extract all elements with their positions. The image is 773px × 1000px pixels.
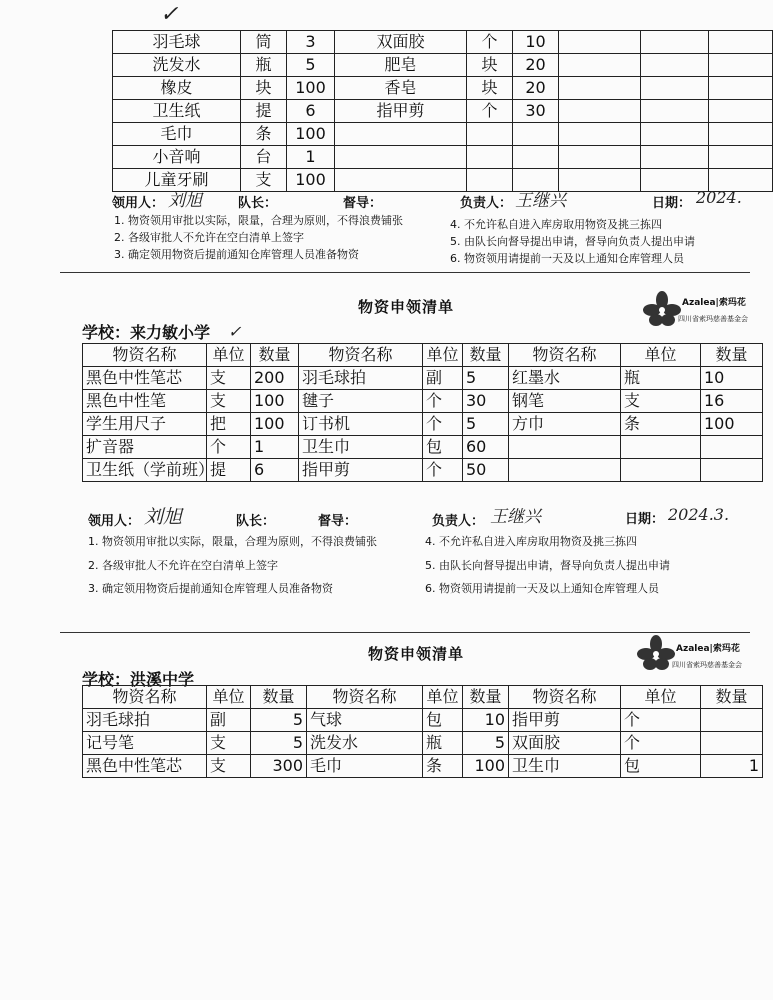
table-cell: 羽毛球拍 — [83, 709, 207, 732]
table-cell — [513, 146, 559, 169]
s2-school-label: 学校：来力敏小学 — [82, 323, 211, 342]
table-row — [83, 709, 763, 732]
table-cell: 50 — [463, 459, 509, 482]
table-cell: 包 — [423, 436, 463, 459]
table-cell: 方巾 — [509, 413, 621, 436]
table-row — [83, 367, 763, 390]
s1-date-value: 2024. — [696, 188, 742, 207]
table-cell — [641, 54, 709, 77]
table-cell: 个 — [423, 413, 463, 436]
column-header: 单位 — [621, 686, 701, 709]
s3-logo — [636, 634, 756, 678]
column-header: 数量 — [701, 686, 763, 709]
table-cell: 提 — [207, 459, 251, 482]
column-header: 单位 — [207, 686, 251, 709]
table-cell — [641, 100, 709, 123]
table-cell — [335, 146, 467, 169]
table-cell: 黑色中性笔芯 — [83, 755, 207, 778]
table-row — [113, 100, 773, 123]
s2-note-5: 5. 由队长向督导提出申请，督导向负责人提出申请 — [425, 559, 670, 572]
table-cell — [335, 169, 467, 192]
column-header: 物资名称 — [509, 686, 621, 709]
table-cell: 毛巾 — [113, 123, 241, 146]
table-cell: 10 — [513, 31, 559, 54]
s2-logo-brand: Azalea|索玛花 — [682, 298, 746, 308]
table-cell: 5 — [251, 732, 307, 755]
table-cell: 小音响 — [113, 146, 241, 169]
table-cell: 个 — [467, 31, 513, 54]
s3-table — [82, 685, 763, 778]
table-cell — [641, 123, 709, 146]
table-cell: 30 — [463, 390, 509, 413]
column-header: 单位 — [423, 686, 463, 709]
table-cell: 双面胶 — [509, 732, 621, 755]
table-cell: 支 — [241, 169, 287, 192]
table-cell — [701, 709, 763, 732]
table-header-row — [83, 686, 763, 709]
s1-receiver-label: 领用人： — [112, 196, 165, 211]
column-header: 数量 — [701, 344, 763, 367]
table-row — [83, 732, 763, 755]
s2-table — [82, 343, 763, 482]
table-cell: 羽毛球 — [113, 31, 241, 54]
s1-responsible-signature: 王继兴 — [515, 191, 566, 211]
table-cell: 100 — [701, 413, 763, 436]
table-cell — [513, 123, 559, 146]
table-cell: 20 — [513, 54, 559, 77]
table-cell — [559, 77, 641, 100]
table-cell: 1 — [251, 436, 299, 459]
s3-school-label: 学校：洪溪中学 — [82, 670, 195, 689]
table-cell — [467, 123, 513, 146]
table-row — [83, 413, 763, 436]
table-cell: 卫生纸（学前班） — [83, 459, 207, 482]
table-cell: 毽子 — [299, 390, 423, 413]
table-cell: 记号笔 — [83, 732, 207, 755]
table-cell: 6 — [287, 100, 335, 123]
table-cell: 羽毛球拍 — [299, 367, 423, 390]
table-cell — [709, 100, 773, 123]
table-cell: 100 — [463, 755, 509, 778]
table-cell — [641, 31, 709, 54]
column-header: 数量 — [251, 686, 307, 709]
table-cell: 香皂 — [335, 77, 467, 100]
table-cell: 儿童牙刷 — [113, 169, 241, 192]
s2-logo-sub: 四川省索玛慈善基金会 — [678, 315, 748, 323]
table-cell: 提 — [241, 100, 287, 123]
table-cell: 5 — [463, 413, 509, 436]
table-cell: 钢笔 — [509, 390, 621, 413]
table-cell: 指甲剪 — [299, 459, 423, 482]
table-cell: 60 — [463, 436, 509, 459]
table-cell: 3 — [287, 31, 335, 54]
table-cell: 肥皂 — [335, 54, 467, 77]
divider-1 — [60, 272, 750, 273]
table-cell: 5 — [251, 709, 307, 732]
table-cell: 5 — [287, 54, 335, 77]
table-cell: 毛巾 — [307, 755, 423, 778]
table-row — [113, 31, 773, 54]
table-cell: 支 — [207, 732, 251, 755]
column-header: 物资名称 — [83, 344, 207, 367]
table-cell: 块 — [241, 77, 287, 100]
table-cell: 筒 — [241, 31, 287, 54]
table-cell — [559, 146, 641, 169]
table-cell: 瓶 — [423, 732, 463, 755]
table-row — [83, 436, 763, 459]
table-cell: 黑色中性笔 — [83, 390, 207, 413]
column-header: 物资名称 — [509, 344, 621, 367]
table-cell: 卫生纸 — [113, 100, 241, 123]
s1-receiver-signature: 刘旭 — [168, 191, 202, 211]
table-cell: 300 — [251, 755, 307, 778]
table-cell: 气球 — [307, 709, 423, 732]
table-cell: 5 — [463, 732, 509, 755]
table-cell: 橡皮 — [113, 77, 241, 100]
check-mark: ✓ — [160, 2, 179, 27]
table-cell: 块 — [467, 77, 513, 100]
column-header: 物资名称 — [299, 344, 423, 367]
table-cell: 洗发水 — [113, 54, 241, 77]
s2-note-1: 1. 物资领用审批以实际，限量，合理为原则，不得浪费铺张 — [88, 535, 377, 548]
s2-receiver-label: 领用人： — [88, 514, 141, 529]
table-cell — [709, 54, 773, 77]
table-cell — [621, 436, 701, 459]
table-cell: 把 — [207, 413, 251, 436]
table-cell: 学生用尺子 — [83, 413, 207, 436]
table-row — [113, 123, 773, 146]
table-cell: 支 — [621, 390, 701, 413]
table-cell: 订书机 — [299, 413, 423, 436]
table-cell — [467, 169, 513, 192]
table-cell — [559, 169, 641, 192]
s1-note-4: 4. 不允许私自进入库房取用物资及挑三拣四 — [450, 218, 662, 231]
s1-leader-label: 队长： — [238, 196, 278, 211]
s2-note-4: 4. 不允许私自进入库房取用物资及挑三拣四 — [425, 535, 637, 548]
table-cell — [709, 31, 773, 54]
table-cell: 双面胶 — [335, 31, 467, 54]
s2-title: 物资申领清单 — [358, 298, 455, 316]
column-header: 物资名称 — [307, 686, 423, 709]
s2-note-6: 6. 物资领用请提前一天及以上通知仓库管理人员 — [425, 582, 659, 595]
s1-responsible-label: 负责人： — [460, 196, 513, 211]
column-header: 物资名称 — [83, 686, 207, 709]
table-header-row — [83, 344, 763, 367]
s2-responsible-label: 负责人： — [432, 514, 485, 529]
table-cell: 支 — [207, 367, 251, 390]
table-cell: 个 — [467, 100, 513, 123]
table-cell: 黑色中性笔芯 — [83, 367, 207, 390]
table-cell: 支 — [207, 755, 251, 778]
table-cell — [559, 100, 641, 123]
table-cell — [701, 459, 763, 482]
table-cell: 100 — [287, 123, 335, 146]
s2-responsible-signature: 王继兴 — [490, 507, 541, 527]
table-cell: 扩音器 — [83, 436, 207, 459]
table-cell — [701, 732, 763, 755]
column-header: 单位 — [621, 344, 701, 367]
table-cell: 指甲剪 — [335, 100, 467, 123]
table-cell: 6 — [251, 459, 299, 482]
table-cell — [467, 146, 513, 169]
table-row — [113, 146, 773, 169]
azalea-flower-icon — [642, 290, 682, 330]
s1-note-2: 2. 各级审批人不允许在空白清单上签字 — [114, 231, 304, 244]
table-cell — [641, 146, 709, 169]
s3-title: 物资申领清单 — [368, 645, 465, 663]
s2-check-mark: ✓ — [228, 322, 242, 341]
s2-date-value: 2024.3. — [668, 505, 730, 524]
s2-supervisor-label: 督导： — [318, 514, 358, 529]
s1-note-3: 3. 确定领用物资后提前通知仓库管理人员准备物资 — [114, 248, 359, 261]
table-cell: 卫生巾 — [299, 436, 423, 459]
table-cell — [709, 146, 773, 169]
table-cell: 10 — [463, 709, 509, 732]
s2-receiver-signature: 刘旭 — [144, 506, 183, 528]
table-cell: 瓶 — [621, 367, 701, 390]
table-cell: 条 — [423, 755, 463, 778]
table-cell — [709, 123, 773, 146]
table-cell: 条 — [241, 123, 287, 146]
table-cell — [559, 123, 641, 146]
table-cell: 200 — [251, 367, 299, 390]
divider-2 — [60, 632, 750, 633]
column-header: 数量 — [463, 686, 509, 709]
table-cell — [701, 436, 763, 459]
table-cell: 20 — [513, 77, 559, 100]
table-cell — [709, 77, 773, 100]
table-cell: 30 — [513, 100, 559, 123]
table-row — [113, 169, 773, 192]
column-header: 数量 — [251, 344, 299, 367]
table-cell: 指甲剪 — [509, 709, 621, 732]
s1-date-label: 日期： — [652, 196, 692, 211]
table-row — [83, 390, 763, 413]
table-cell: 100 — [287, 169, 335, 192]
table-cell: 1 — [287, 146, 335, 169]
table-cell — [509, 459, 621, 482]
s3-logo-brand: Azalea|索玛花 — [676, 644, 740, 654]
table-cell: 个 — [621, 732, 701, 755]
s2-leader-label: 队长： — [236, 514, 276, 529]
s2-date-label: 日期： — [625, 512, 665, 527]
table-cell: 支 — [207, 390, 251, 413]
table-cell: 个 — [423, 390, 463, 413]
table-cell — [559, 54, 641, 77]
table-cell — [621, 459, 701, 482]
table-cell — [509, 436, 621, 459]
table-cell: 包 — [423, 709, 463, 732]
table-row — [83, 459, 763, 482]
column-header: 单位 — [423, 344, 463, 367]
table-row — [113, 77, 773, 100]
table-cell: 100 — [251, 390, 299, 413]
table-cell — [559, 31, 641, 54]
table-cell: 副 — [423, 367, 463, 390]
table-cell: 洗发水 — [307, 732, 423, 755]
azalea-flower-icon — [636, 634, 676, 674]
table-cell: 10 — [701, 367, 763, 390]
table-cell: 100 — [287, 77, 335, 100]
s2-note-2: 2. 各级审批人不允许在空白清单上签字 — [88, 559, 278, 572]
table-cell: 副 — [207, 709, 251, 732]
table-cell: 5 — [463, 367, 509, 390]
table-cell: 个 — [423, 459, 463, 482]
s1-note-1: 1. 物资领用审批以实际，限量，合理为原则，不得浪费铺张 — [114, 214, 403, 227]
table-cell: 块 — [467, 54, 513, 77]
column-header: 单位 — [207, 344, 251, 367]
table-cell: 瓶 — [241, 54, 287, 77]
table-cell: 100 — [251, 413, 299, 436]
column-header: 数量 — [463, 344, 509, 367]
table-cell: 台 — [241, 146, 287, 169]
table-cell: 红墨水 — [509, 367, 621, 390]
table-cell: 个 — [621, 709, 701, 732]
table-cell — [641, 77, 709, 100]
table-cell: 1 — [701, 755, 763, 778]
s3-logo-sub: 四川省索玛慈善基金会 — [672, 661, 742, 669]
s1-supervisor-label: 督导： — [343, 196, 383, 211]
s2-logo — [642, 290, 762, 334]
section1-table — [112, 30, 773, 192]
table-cell: 个 — [207, 436, 251, 459]
table-cell: 条 — [621, 413, 701, 436]
s1-note-5: 5. 由队长向督导提出申请，督导向负责人提出申请 — [450, 235, 695, 248]
s2-note-3: 3. 确定领用物资后提前通知仓库管理人员准备物资 — [88, 582, 333, 595]
table-cell: 包 — [621, 755, 701, 778]
table-row — [113, 54, 773, 77]
table-row — [83, 755, 763, 778]
table-cell: 卫生巾 — [509, 755, 621, 778]
table-cell: 16 — [701, 390, 763, 413]
table-cell — [335, 123, 467, 146]
s1-note-6: 6. 物资领用请提前一天及以上通知仓库管理人员 — [450, 252, 684, 265]
